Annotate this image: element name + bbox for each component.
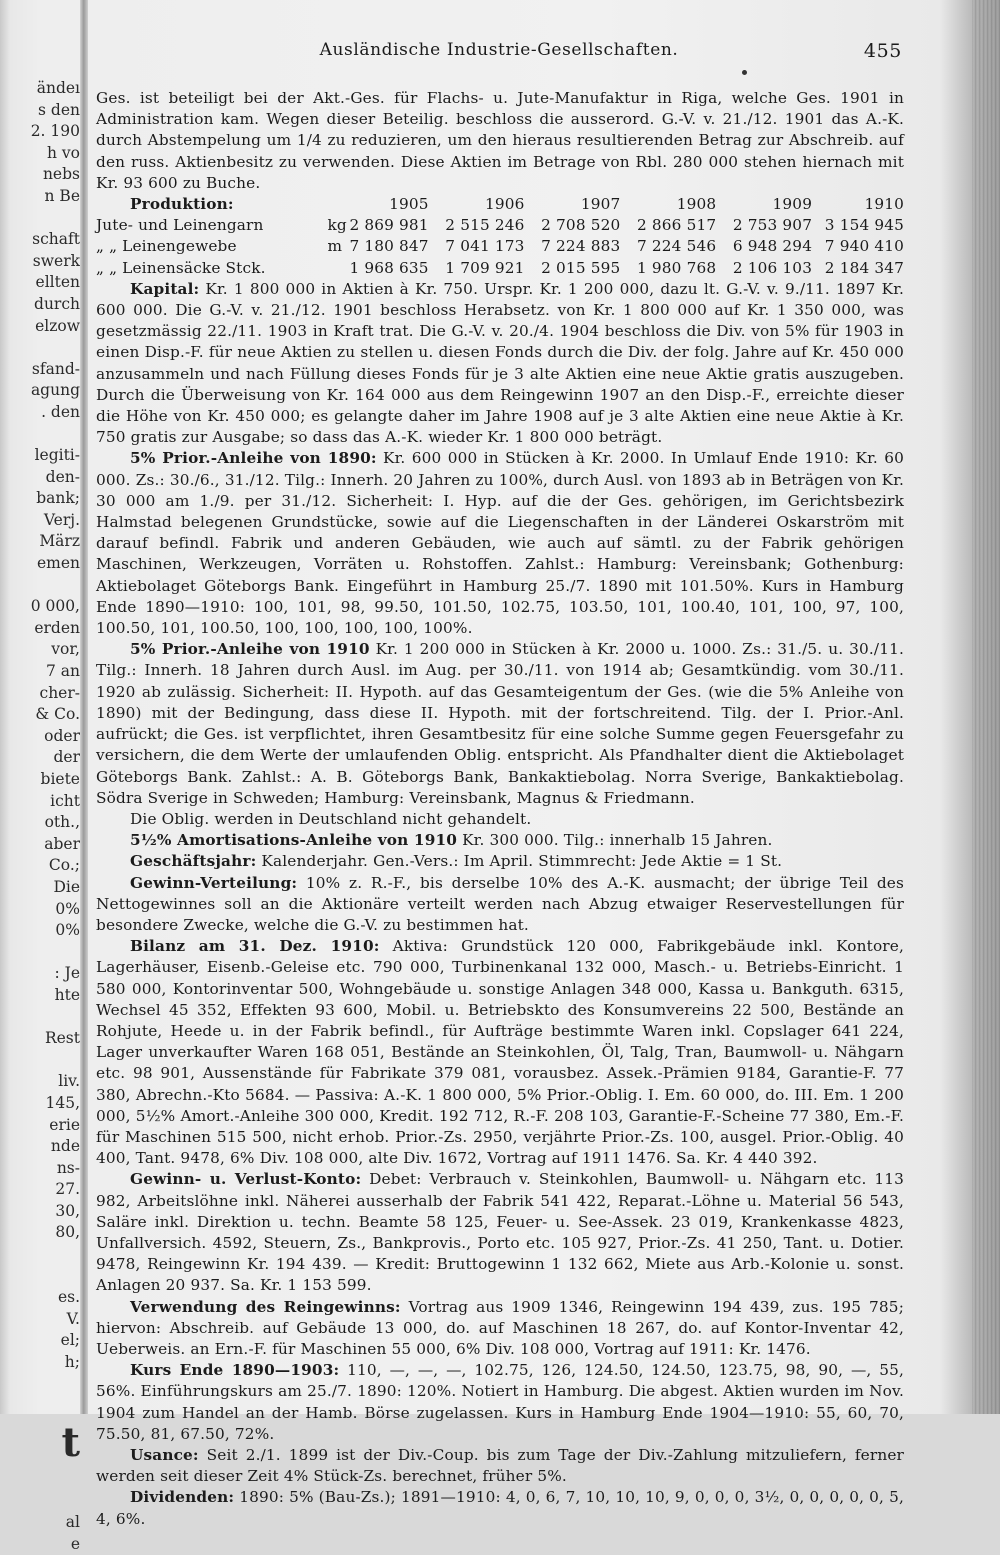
production-year: 1905 [389, 195, 429, 214]
margin-fragment: durch [34, 294, 80, 313]
margin-fragment: Verj. [43, 510, 80, 529]
section-text: Kalenderjahr. Gen.-Vers.: Im April. Stimmrecht: Jede Aktie = 1 St. [256, 852, 783, 871]
production-value: 2 184 347 [824, 258, 904, 277]
margin-fragment: erden [34, 618, 80, 637]
section-label: Kapital: [130, 279, 200, 298]
margin-fragment: Rest [44, 1029, 80, 1048]
section-label: Gewinn-Verteilung: [130, 873, 298, 892]
page-number: 455 [863, 40, 902, 62]
production-value: 2 866 517 [637, 216, 717, 235]
margin-fragment: 145, [45, 1093, 80, 1112]
section-label: Geschäftsjahr: [130, 852, 257, 871]
margin-fragment: elzow [35, 316, 80, 335]
production-value: 1 980 768 [637, 258, 717, 277]
margin-fragment: März [39, 532, 80, 551]
margin-fragment: al [65, 1513, 80, 1531]
production-value: 1 709 921 [445, 258, 525, 277]
section-label: 5½% Amortisations-Anleihe von 1910 [130, 831, 458, 850]
section-text: Kr. 1 800 000 in Aktien à Kr. 750. Urspr. Kr. 1 200 000, dazu lt. G.-V. v. 9./11. 1897 Kr. 600 000. Die G.-V. v. 21./12. 1901 beschloss Herabsetz. von Kr. 1 800 000 auf Kr. 1 350 000, was gesetzmässig 22./11. 1903 in Kraft trat. Die G.-V. v. 20./4. 1904 beschloss die Div. von 5% für 1903 in einen Disp.-F. für neue Aktien zu stellen u. diesen Fonds durch die Div. der folg. Jahre auf Kr. 450 000 anzusammeln und nach Füllung dieses Fonds für je 3 alte Aktien eine neue Aktie gratis auszugeben. Durch die Überweisung von Kr. 164 000 aus dem Reingewinn 1907 an den Disp.-F., erreichte dieser die Höhe von Kr. 450 000; es gelangte daher im Jahre 1908 auf je 3 alte Aktien eine neue Aktie à Kr. 750 gratis zur Ausgabe; so dass das A.-K. wieder Kr. 1 800 000 beträgt. [96, 279, 904, 447]
margin-fragment: emen [36, 554, 80, 573]
intro-paragraph: Ges. ist beteiligt bei der Akt.-Ges. für Flachs- u. Jute-Manufaktur in Riga, welche Ges. 1901 in Administration kam. Wegen dieser Beteilig. beschloss die ausserord. G.-V. v. 21./12. 1901 das A.-K. durch Abstempelung um 1/4 zu reduzieren, um den hieraus resultierenden Betrag zur Abschreib. auf den russ. Aktienbesitz zu verwenden. Diese Aktien im Betrage von Rbl. 280 000 stehen hiernach mit Kr. 93 600 zu Buche. [96, 89, 904, 192]
production-year: 1910 [864, 195, 904, 214]
margin-fragment: 0% [55, 921, 80, 940]
margin-fragment: vor, [51, 640, 80, 659]
book-spine-shadow [80, 0, 88, 1414]
production-row-unit: kg [327, 216, 347, 235]
margin-fragment [0, 337, 80, 359]
production-row [96, 215, 904, 236]
margin-fragment [0, 1266, 80, 1288]
production-value: 1 968 635 [349, 258, 429, 277]
margin-fragment: bank; [36, 489, 80, 508]
section-label: Verwendung des Reingewinns: [130, 1297, 401, 1316]
production-year: 1907 [580, 195, 621, 214]
page-body [96, 88, 904, 1530]
margin-fragment: Co.; [48, 856, 80, 875]
margin-fragment: 2. 190 [30, 122, 80, 141]
section-text: Debet: Verbrauch v. Steinkohlen, Baumwoll- u. Nähgarn etc. 113 982, Arbeitslöhne inkl. Näherei ausserhalb der Fabrik 541 422, Reparat.-Löhne u. Material 56 543, Saläre inkl. Direktion u. techn. Beamte 58 125, Feuer- u. See-Assek. 23 019, Krankenkasse 4823, Unfallversich. 4592, Steuern, Zs., Bankprovis., Porto etc. 105 927, Prior.-Zs. 41 250, Tant. u. Dotier. 9478, Reingewinn Kr. 194 439. — Kredit: Bruttogewinn 1 132 662, Miete aus Arb.-Kolonie u. sonst. Anlagen 20 937. Sa. Kr. 1 153 599. [96, 1170, 904, 1295]
section-text: Seit 2./1. 1899 ist der Div.-Coup. bis zum Tage der Div.-Zahlung mitzuliefern, ferner werden seit dieser Zeit 4% Stück-Zs. berechnet, früher 5%. [96, 1446, 904, 1486]
margin-fragment [0, 1490, 80, 1512]
entry-paragraph [96, 1297, 904, 1361]
margin-fragment: h vo [47, 143, 80, 162]
margin-fragment: & Co. [35, 705, 80, 724]
production-value: 7 041 173 [445, 237, 525, 256]
margin-fragment [0, 1374, 80, 1396]
margin-fragment: oder [44, 726, 80, 745]
margin-fragment: h; [64, 1353, 80, 1372]
entry-paragraph [96, 1360, 904, 1445]
entry-paragraph [96, 851, 904, 872]
section-label: Usance: [130, 1446, 199, 1464]
entry-paragraph [96, 639, 904, 809]
print-speck [742, 70, 747, 75]
section-text: 10% z. R.-F., bis derselbe 10% des A.-K. ausmacht; der übrige Teil des Nettogewinnes soll an die Aktionäre verteilt werden nach Abzug etwaiger Reservestellungen für besondere Zwecke, welche die G.-V. zu bestimmen hat. [96, 873, 904, 934]
margin-fragment: Die [53, 877, 80, 896]
margin-fragment: biete [40, 770, 80, 788]
section-label: Gewinn- u. Verlust-Konto: [130, 1170, 362, 1189]
running-title: Ausländische Industrie-Gesellschaften. [319, 40, 679, 60]
margin-fragment: s den [38, 100, 80, 119]
section-label: Dividenden: [130, 1488, 235, 1507]
production-value: 2 869 981 [349, 216, 429, 235]
margin-fragment: n Be [44, 186, 80, 205]
margin-fragment: e [70, 1534, 80, 1553]
section-text: Aktiva: Grundstück 120 000, Fabrikgebäude inkl. Kontore, Lagerhäuser, Eisenb.-Geleise etc. 790 000, Turbinenkanal 132 000, Masch.- u. Betriebs-Einricht. 1 580 000, Kontorinventar 500, Wohngebäude u. sonstige Anlagen 348 000, Kassa u. Bankguth. 6315, Wechsel 45 352, Effekten 93 600, Mobil. u. Betriebskto des Konsumvereins 22 500, Bestände an Rohjute, Heede u. in der Fabrik befindl., für Aufträge bestimmte Waren inkl. Copslager 641 224, Lager unverkaufter Waren 168 051, Bestände an Steinkohlen, Öl, Talg, Tran, Baumwoll- u. Nähgarn etc. 98 901, Aussenstände für Fabrikate 379 081, vorausbez. Assek.-Prämien 9184, Garantie-F. 77 380, Abrechn.-Kto 5684. — Passiva: A.-K. 1 800 000, 5% Prior.-Oblig. I. Em. 60 000, do. III. Em. 1 200 000, 5½% Amort.-Anleihe 300 000, Kredit. 192 712, R.-F. 208 103, Garantie-F.-Scheine 77 380, Em.-F. für Maschinen 515 500, nicht erhob. Prior.-Zs. 2950, verjährte Prior.-Zs. 100, ausgel. Prior.-Oblig. 40 400, Tant. 9478, 6% Div. 108 000, alte Div. 1672, Vortrag auf 1911 1476. Sa. Kr. 4 440 392. [96, 937, 904, 1168]
production-value: 2 753 907 [732, 216, 813, 235]
production-year: 1908 [676, 195, 717, 214]
production-value: 2 708 520 [541, 216, 621, 235]
margin-fragment: 0% [55, 899, 80, 918]
margin-fragment: hte [54, 985, 80, 1004]
section-label: 5% Prior.-Anleihe von 1890: [130, 449, 377, 468]
production-value: 2 106 103 [732, 258, 813, 277]
margin-fragment: nebs [42, 165, 80, 184]
production-value: 3 154 945 [824, 216, 904, 235]
entry-paragraph [96, 1169, 904, 1296]
margin-fragment [0, 1244, 80, 1266]
margin-fragment: 80, [55, 1223, 80, 1242]
section-text: Kr. 600 000 in Stücken à Kr. 2000. In Umlauf Ende 1910: Kr. 60 000. Zs.: 30./6., 31./12. Tilg.: Innerh. 20 Jahren zu 100%, durch Ausl. von 1893 ab in Beträgen von Kr. 30 000 am 1./9. per 31./12. Sicherheit: I. Hyp. auf die der Ges. gehörigen, im Gerichtsbezirk Halmstad belegenen Grundstücke, sowie auf die Liegenschaften in der Länderei Oskarström mit darauf befindl. Fabrik und anderen Gebäuden, wie auch auf sämtl. zu der Fabrik gehörigen Maschinen, Werkzeugen, Vorräten u. Rohstoffen. Zahlst.: Hamburg: Vereinsbank; Gothenburg: Aktiebolaget Göteborgs Bank. Eingeführt in Hamburg 25./7. 1890 mit 101.50%. Kurs in Hamburg Ende 1890—1910: 100, 101, 98, 99.50, 101.50, 102.75, 103.50, 101, 100.40, 101, 100, 97, 100, 100.50, 101, 100.50, 100, 100, 100, 100, 100%. [96, 449, 904, 638]
margin-fragment: : Je [54, 964, 80, 983]
production-header-row [96, 194, 904, 215]
margin-fragment: agung [30, 381, 80, 400]
margin-fragment: den- [45, 467, 80, 486]
production-row [96, 258, 904, 279]
margin-fragment: oth., [44, 813, 80, 832]
production-value: 2 015 595 [541, 258, 621, 277]
margin-fragment: sfand- [31, 359, 80, 378]
margin-fragment: ellten [35, 273, 80, 292]
margin-fragment: legiti- [34, 446, 80, 465]
margin-fragment: icht [50, 791, 80, 810]
entry-paragraph [96, 448, 904, 639]
entry-paragraph [96, 279, 904, 449]
section-text: Kr. 300 000. Tilg.: innerhalb 15 Jahren. [457, 831, 773, 850]
margin-fragment: liv. [58, 1072, 80, 1091]
margin-fragment: ns- [56, 1158, 80, 1177]
margin-fragment: . den [41, 402, 80, 421]
production-value: 7 224 546 [637, 237, 717, 256]
entry-paragraph [96, 809, 904, 830]
production-row-unit: m [327, 237, 343, 256]
production-table [96, 194, 904, 279]
production-heading: Produktion: [130, 195, 234, 214]
page-edge-stack [972, 0, 1000, 1414]
entry-paragraph [96, 1487, 904, 1529]
margin-fragment: el; [60, 1331, 80, 1350]
section-label: Bilanz am 31. Dez. 1910: [130, 937, 380, 956]
section-text: Vortrag aus 1909 1346, Reingewinn 194 439, zus. 195 785; hiervon: Abschreib. auf Gebäude 13 000, do. auf Maschinen 18 267, do. auf Kontor-Inventar 42, Ueberweis. an Ern.-F. für Maschinen 55 000, 6% Div. 108 000, Vortrag auf 1911: Kr. 1476. [96, 1297, 904, 1358]
production-row [96, 236, 904, 257]
margin-fragment [0, 208, 80, 230]
margin-fragment: 27. [55, 1180, 80, 1199]
production-row-unit [327, 258, 349, 279]
entry-paragraph [96, 873, 904, 937]
section-text: 1890: 5% (Bau-Zs.); 1891—1910: 4, 0, 6, 7, 10, 10, 10, 9, 0, 0, 0, 3½, 0, 0, 0, 0, 0, 5, 4, 6%. [96, 1488, 904, 1528]
margin-fragment: cher- [39, 683, 80, 702]
margin-fragment [0, 1007, 80, 1029]
production-value: 7 180 847 [349, 237, 429, 256]
entry-sections [96, 279, 904, 1530]
margin-fragment: t [61, 1418, 80, 1466]
section-label: Kurs Ende 1890—1903: [130, 1361, 340, 1380]
margin-fragment: ändeı [36, 79, 80, 97]
margin-fragment: swerk [32, 251, 80, 270]
entry-paragraph [96, 830, 904, 851]
margin-fragment [0, 575, 80, 597]
section-text: 110, —, —, —, 102.75, 126, 124.50, 124.50, 123.75, 98, 90, —, 55, 56%. Einführungskurs am 25./7. 1890: 120%. Notiert in Hamburg. Die abgest. Aktien wurden im Nov. 1904 zum Handel an der Hamb. Börse zugelassen. Kurs in Hamburg Ende 1904—1910: 55, 60, 70, 75.50, 81, 67.50, 72%. [96, 1361, 904, 1443]
margin-fragment: 7 an [45, 662, 80, 681]
section-label: 5% Prior.-Anleihe von 1910 [130, 640, 370, 659]
production-value: 2 515 246 [445, 216, 525, 235]
margin-fragment [0, 1050, 80, 1072]
section-text: Kr. 1 200 000 in Stücken à Kr. 2000 u. 1000. Zs.: 31./5. u. 30./11. Tilg.: Innerh. 18 Jahren durch Ausl. im Aug. per 30./11. von 1914 ab; Gesamtkündig. vom 30./11. 1920 ab zulässig. Sicherheit: II. Hypoth. auf das Gesamteigentum der Ges. (wie die 5% Anleihe von 1890) mit der Bedingung, dass diese II. Hypoth. mit der fortschreitend. Tilg. der I. Prior.-Anl. aufrückt; die Ges. ist verpflichtet, ihren Gesamtbesitz für eine solche Summe gegen Feuersgefahr zu versichern, die dem Werte der umlaufenden Oblig. entspricht. Als Pfandhalter dient die Aktiebolaget Göteborgs Bank. Zahlst.: A. B. Göteborgs Bank, Bankaktiebolag. Norra Sverige, Bankaktiebolag. Södra Sverige in Schweden; Hamburg: Vereinsbank, Magnus & Friedmann. [96, 640, 904, 807]
margin-fragment: erie [49, 1115, 80, 1134]
section-text: Die Oblig. werden in Deutschland nicht gehandelt. [130, 809, 532, 828]
production-value: 7 224 883 [541, 237, 621, 256]
margin-fragment [0, 424, 80, 446]
margin-fragment: V. [66, 1309, 80, 1328]
production-row-label: „ „ Leinensäcke Stck. [96, 258, 266, 277]
production-value: 6 948 294 [732, 237, 813, 256]
facing-page-margin-fragments [0, 78, 80, 1555]
margin-fragment [0, 1469, 80, 1491]
production-year: 1909 [772, 195, 813, 214]
margin-fragment: es. [57, 1288, 80, 1307]
margin-fragment: schaft [32, 230, 80, 249]
margin-fragment: nde [50, 1137, 80, 1156]
production-row-label: Jute- und Leinengarn [96, 216, 264, 235]
running-header [96, 40, 902, 66]
production-row-label: „ „ Leinengewebe [96, 237, 237, 256]
margin-fragment [0, 942, 80, 964]
production-year: 1906 [484, 195, 525, 214]
margin-fragment: 0 000, [30, 597, 80, 616]
margin-fragment: der [53, 748, 80, 767]
entry-paragraph [96, 1445, 904, 1487]
entry-paragraph [96, 936, 904, 1169]
margin-fragment: aber [44, 834, 80, 853]
margin-fragment: 30, [55, 1201, 80, 1220]
production-value: 7 940 410 [824, 237, 904, 256]
